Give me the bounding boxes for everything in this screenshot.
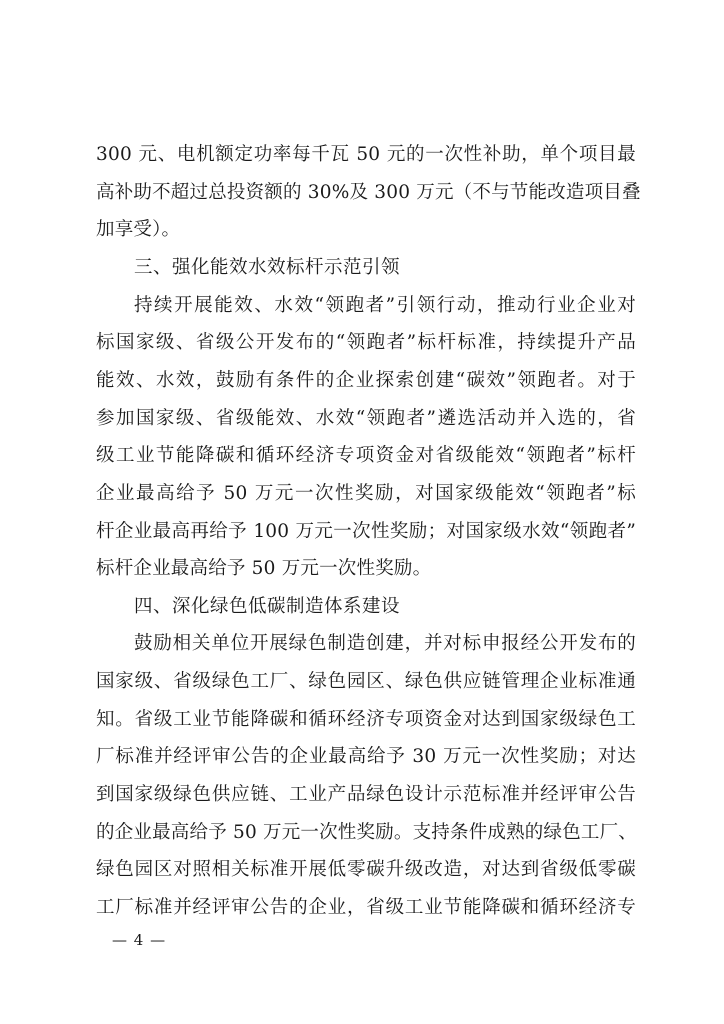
body-text-line: 300 元、电机额定功率每千瓦 50 元的一次性补助，单个项目最 bbox=[96, 144, 636, 165]
body-text-line: 高补助不超过总投资额的 30%及 300 万元（不与节能改造项目叠 bbox=[96, 182, 641, 203]
body-text-line: 级工业节能降碳和循环经济专项资金对省级能效“领跑者”标杆 bbox=[96, 445, 636, 466]
section-heading-4: 四、深化绿色低碳制造体系建设 bbox=[134, 596, 401, 617]
body-text-line: 鼓励相关单位开展绿色制造创建，并对标申报经公开发布的 bbox=[134, 633, 636, 654]
body-text-line: 加享受）。 bbox=[96, 219, 181, 240]
body-text-line: 标杆企业最高给予 50 万元一次性奖励。 bbox=[96, 558, 432, 579]
body-text-line: 工厂标准并经评审公告的企业，省级工业节能降碳和循环经济专 bbox=[96, 897, 636, 918]
body-text-line: 企业最高给予 50 万元一次性奖励，对国家级能效“领跑者”标 bbox=[96, 483, 636, 504]
body-text-line: 持续开展能效、水效“领跑者”引领行动，推动行业企业对 bbox=[134, 295, 636, 316]
section-heading-3: 三、强化能效水效标杆示范引领 bbox=[134, 257, 401, 278]
body-text-line: 参加国家级、省级能效、水效“领跑者”遴选活动并入选的，省 bbox=[96, 408, 636, 429]
body-text-line: 国家级、省级绿色工厂、绿色园区、绿色供应链管理企业标准通 bbox=[96, 671, 636, 692]
body-text-line: 标国家级、省级公开发布的“领跑者”标杆标准，持续提升产品 bbox=[96, 332, 636, 353]
body-text-line: 的企业最高给予 50 万元一次性奖励。支持条件成熟的绿色工厂、 bbox=[96, 822, 638, 843]
page-number: — 4 — bbox=[112, 931, 167, 949]
body-text-line: 知。省级工业节能降碳和循环经济专项资金对达到国家级绿色工 bbox=[96, 709, 636, 730]
body-text-line: 能效、水效，鼓励有条件的企业探索创建“碳效”领跑者。对于 bbox=[96, 370, 636, 391]
body-text-line: 绿色园区对照相关标准开展低零碳升级改造，对达到省级低零碳 bbox=[96, 859, 636, 880]
body-text-line: 厂标准并经评审公告的企业最高给予 30 万元一次性奖励；对达 bbox=[96, 746, 636, 767]
body-text-line: 到国家级绿色供应链、工业产品绿色设计示范标准并经评审公告 bbox=[96, 784, 636, 805]
body-text-line: 杆企业最高再给予 100 万元一次性奖励；对国家级水效“领跑者” bbox=[96, 521, 636, 542]
